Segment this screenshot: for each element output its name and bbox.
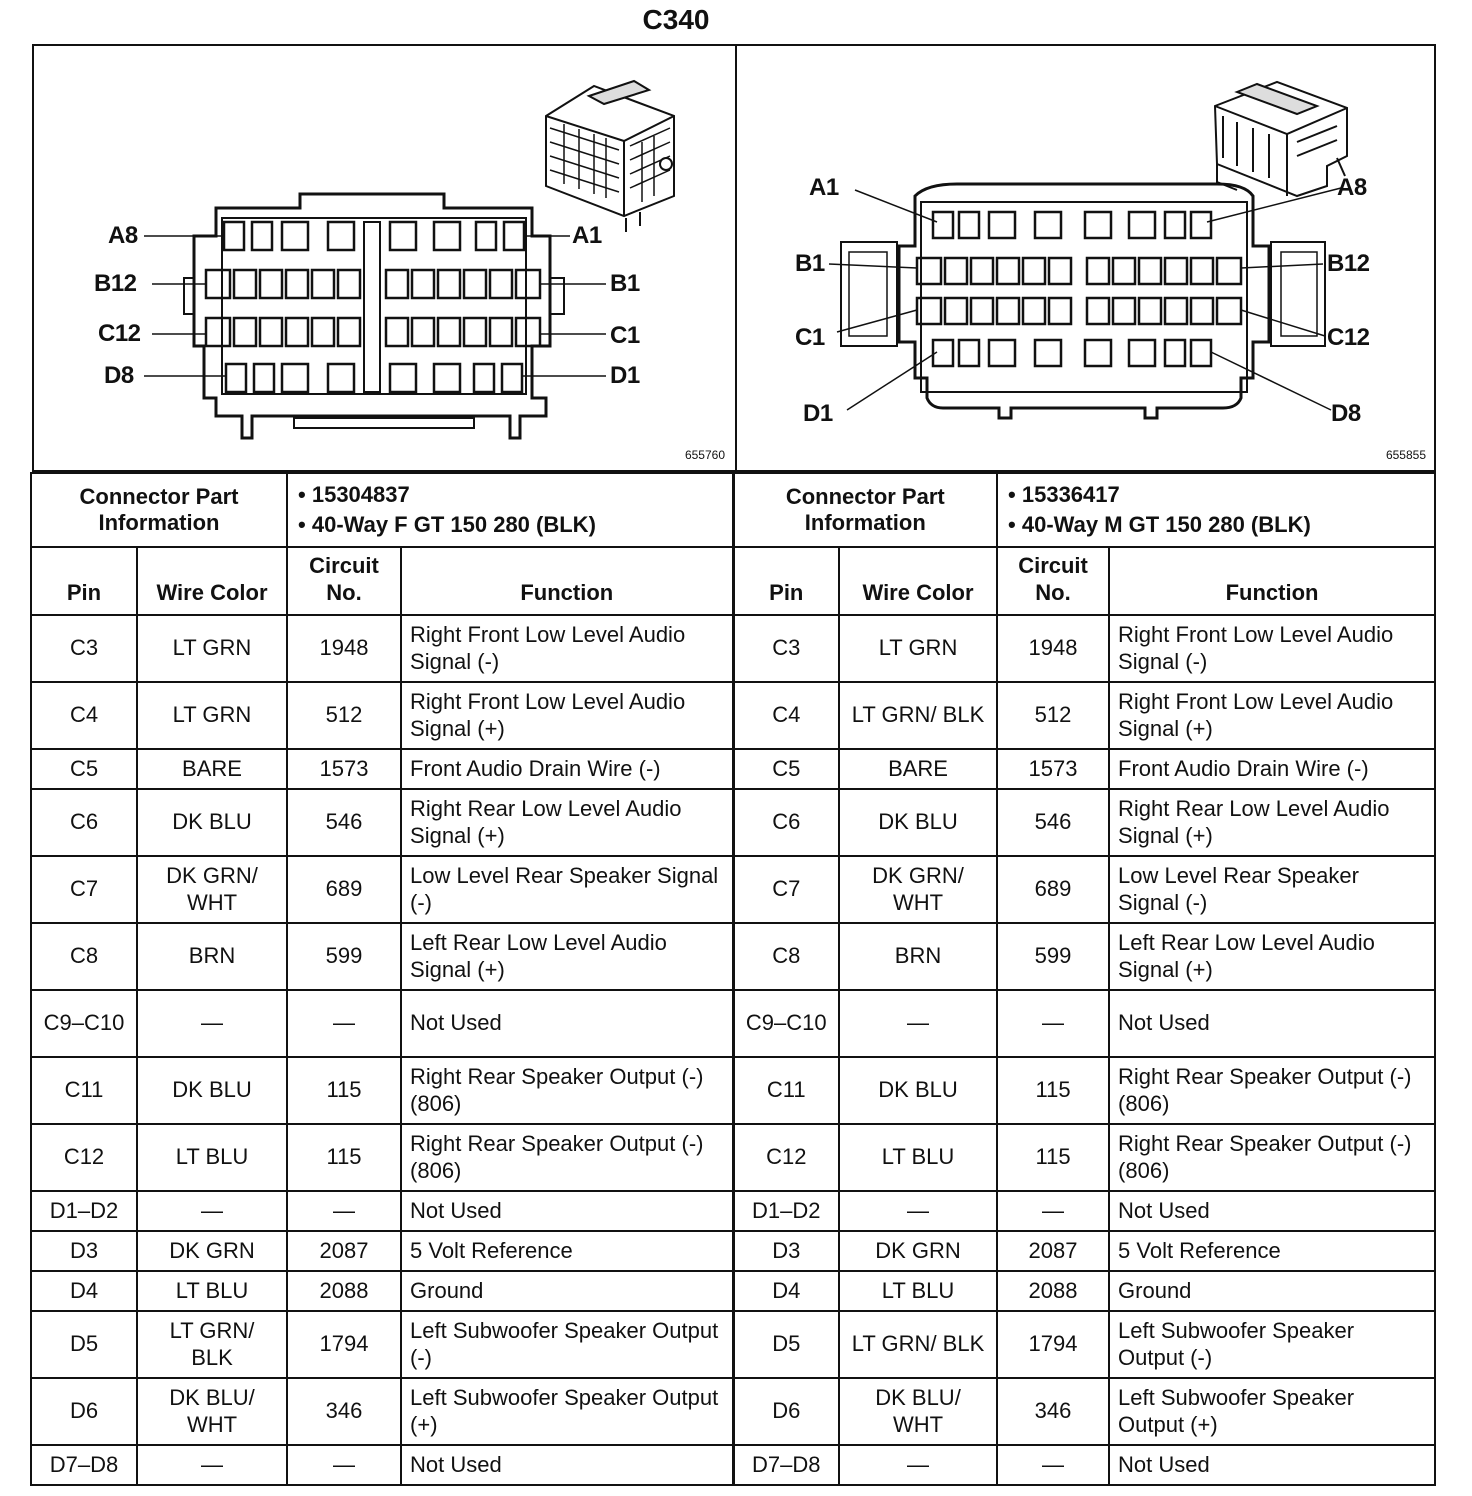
right-wire-color-cell: DK GRN/ WHT <box>839 856 997 923</box>
left-wire-color-cell: LT GRN <box>137 615 287 682</box>
pin-label-a-start: A1 <box>809 174 839 201</box>
left-wire-color-cell: — <box>137 990 287 1057</box>
left-circuit-cell: — <box>287 990 401 1057</box>
right-wire-color-cell: — <box>839 990 997 1057</box>
right-pin-cell: D3 <box>733 1231 839 1271</box>
left-wire-color-cell: LT GRN/ BLK <box>137 1311 287 1378</box>
left-pin-cell: C11 <box>31 1057 137 1124</box>
right-wire-color-cell: LT GRN/ BLK <box>839 1311 997 1378</box>
right-circuit-cell: 1948 <box>997 615 1109 682</box>
left-wire-color-cell: DK GRN/ WHT <box>137 856 287 923</box>
right-function-cell: Not Used <box>1109 1191 1435 1231</box>
right-wire-color-cell: DK BLU <box>839 1057 997 1124</box>
pin-label-c-end: C1 <box>610 322 640 349</box>
left-circuit-cell: 115 <box>287 1124 401 1191</box>
table-row <box>31 1271 1435 1311</box>
left-circuit-cell: — <box>287 1445 401 1485</box>
male-row-a <box>933 212 1211 238</box>
table-row <box>31 1057 1435 1124</box>
right-circuit-cell: 689 <box>997 856 1109 923</box>
header-pin: Pin <box>733 547 839 615</box>
part-info-row <box>31 473 1435 547</box>
right-function-cell: Ground <box>1109 1271 1435 1311</box>
right-function-cell: Not Used <box>1109 1445 1435 1485</box>
connector-diagrams <box>32 44 1436 472</box>
column-header-row <box>31 547 1435 615</box>
left-circuit-cell: 2087 <box>287 1231 401 1271</box>
connector-title: C340 <box>642 4 710 35</box>
pin-label-a-end: A8 <box>1337 174 1367 201</box>
left-pin-cell: D1–D2 <box>31 1191 137 1231</box>
male-row-b <box>917 258 1241 284</box>
pin-label-d-end: D8 <box>1331 400 1361 427</box>
right-wire-color-cell: LT GRN <box>839 615 997 682</box>
left-pin-cell: C8 <box>31 923 137 990</box>
pin-label-c-end: C12 <box>1327 324 1370 351</box>
table-row <box>31 1378 1435 1445</box>
right-pin-cell: D7–D8 <box>733 1445 839 1485</box>
right-function-cell: 5 Volt Reference <box>1109 1231 1435 1271</box>
right-circuit-cell: 2087 <box>997 1231 1109 1271</box>
left-function-cell: Left Subwoofer Speaker Output (+) <box>401 1378 733 1445</box>
header-circuit: Circuit No. <box>997 547 1109 615</box>
right-wire-color-cell: DK BLU/ WHT <box>839 1378 997 1445</box>
left-pin-cell: C4 <box>31 682 137 749</box>
left-circuit-cell: 1948 <box>287 615 401 682</box>
right-wire-color-cell: BRN <box>839 923 997 990</box>
left-function-cell: Right Front Low Level Audio Signal (+) <box>401 682 733 749</box>
male-connector-panel <box>737 46 1436 470</box>
left-function-cell: Left Subwoofer Speaker Output (-) <box>401 1311 733 1378</box>
right-circuit-cell: 599 <box>997 923 1109 990</box>
left-pin-cell: D6 <box>31 1378 137 1445</box>
right-pin-cell: C11 <box>733 1057 839 1124</box>
pin-label-b-start: B12 <box>94 270 137 297</box>
left-pin-cell: D4 <box>31 1271 137 1311</box>
left-pin-cell: D3 <box>31 1231 137 1271</box>
left-function-cell: Not Used <box>401 1191 733 1231</box>
left-circuit-cell: 2088 <box>287 1271 401 1311</box>
left-circuit-cell: 1794 <box>287 1311 401 1378</box>
right-function-cell: Left Subwoofer Speaker Output (-) <box>1109 1311 1435 1378</box>
right-wire-color-cell: — <box>839 1445 997 1485</box>
header-wire-color: Wire Color <box>839 547 997 615</box>
left-pin-cell: C5 <box>31 749 137 789</box>
right-pin-cell: C3 <box>733 615 839 682</box>
left-circuit-cell: 512 <box>287 682 401 749</box>
male-row-d <box>933 340 1211 366</box>
left-pin-cell: C3 <box>31 615 137 682</box>
female-connector-drawing <box>34 46 735 474</box>
header-circuit: Circuit No. <box>287 547 401 615</box>
left-circuit-cell: 346 <box>287 1378 401 1445</box>
right-wire-color-cell: DK BLU <box>839 789 997 856</box>
table-row <box>31 789 1435 856</box>
pin-label-d-end: D1 <box>610 362 640 389</box>
left-wire-color-cell: — <box>137 1445 287 1485</box>
pin-label-d-start: D8 <box>104 362 134 389</box>
left-wire-color-cell: DK GRN <box>137 1231 287 1271</box>
right-function-cell: Front Audio Drain Wire (-) <box>1109 749 1435 789</box>
table-row <box>31 682 1435 749</box>
pin-label-b-end: B12 <box>1327 250 1370 277</box>
left-wire-color-cell: LT GRN <box>137 682 287 749</box>
left-circuit-cell: 599 <box>287 923 401 990</box>
right-circuit-cell: 115 <box>997 1124 1109 1191</box>
right-pin-cell: C8 <box>733 923 839 990</box>
right-wire-color-cell: BARE <box>839 749 997 789</box>
part-description: • 40-Way M GT 150 280 (BLK) <box>1008 512 1311 537</box>
right-circuit-cell: 115 <box>997 1057 1109 1124</box>
left-wire-color-cell: DK BLU/ WHT <box>137 1378 287 1445</box>
pin-rows <box>31 615 1435 1485</box>
female-connector-panel <box>34 46 735 470</box>
right-function-cell: Not Used <box>1109 990 1435 1057</box>
right-pin-cell: C6 <box>733 789 839 856</box>
table-row <box>31 1191 1435 1231</box>
left-function-cell: Right Rear Speaker Output (-) (806) <box>401 1124 733 1191</box>
right-function-cell: Left Rear Low Level Audio Signal (+) <box>1109 923 1435 990</box>
right-wire-color-cell: LT GRN/ BLK <box>839 682 997 749</box>
left-wire-color-cell: DK BLU <box>137 1057 287 1124</box>
table-row <box>31 1231 1435 1271</box>
left-wire-color-cell: — <box>137 1191 287 1231</box>
right-pin-cell: C12 <box>733 1124 839 1191</box>
right-circuit-cell: — <box>997 1445 1109 1485</box>
figure-id: 655760 <box>684 448 725 462</box>
female-row-d <box>226 364 522 392</box>
header-wire-color: Wire Color <box>137 547 287 615</box>
right-pin-cell: C4 <box>733 682 839 749</box>
left-circuit-cell: 546 <box>287 789 401 856</box>
right-pin-cell: D1–D2 <box>733 1191 839 1231</box>
right-function-cell: Right Front Low Level Audio Signal (-) <box>1109 615 1435 682</box>
left-pin-cell: C6 <box>31 789 137 856</box>
left-function-cell: Right Rear Low Level Audio Signal (+) <box>401 789 733 856</box>
right-circuit-cell: 1573 <box>997 749 1109 789</box>
part-info-label: Connector Part Information <box>733 473 997 547</box>
figure-id: 655855 <box>1385 448 1426 462</box>
part-info-label: Connector Part Information <box>31 473 287 547</box>
table-row <box>31 923 1435 990</box>
table-row <box>31 990 1435 1057</box>
right-pin-cell: C9–C10 <box>733 990 839 1057</box>
right-function-cell: Right Rear Low Level Audio Signal (+) <box>1109 789 1435 856</box>
part-number: • 15336417 <box>1008 481 1120 507</box>
header-function: Function <box>401 547 733 615</box>
female-row-b <box>206 270 540 298</box>
right-pin-cell: D6 <box>733 1378 839 1445</box>
right-pin-cell: C5 <box>733 749 839 789</box>
female-row-a <box>224 222 524 250</box>
left-function-cell: Ground <box>401 1271 733 1311</box>
right-circuit-cell: — <box>997 1191 1109 1231</box>
left-pin-cell: C7 <box>31 856 137 923</box>
pin-label-d-start: D1 <box>803 400 833 427</box>
part-info-details <box>997 473 1435 547</box>
left-function-cell: 5 Volt Reference <box>401 1231 733 1271</box>
left-wire-color-cell: LT BLU <box>137 1124 287 1191</box>
right-circuit-cell: 1794 <box>997 1311 1109 1378</box>
right-circuit-cell: 512 <box>997 682 1109 749</box>
left-wire-color-cell: BRN <box>137 923 287 990</box>
table-row <box>31 615 1435 682</box>
left-wire-color-cell: LT BLU <box>137 1271 287 1311</box>
left-function-cell: Not Used <box>401 990 733 1057</box>
right-function-cell: Right Rear Speaker Output (-) (806) <box>1109 1057 1435 1124</box>
male-row-c <box>917 298 1241 324</box>
left-circuit-cell: 115 <box>287 1057 401 1124</box>
left-pin-cell: C9–C10 <box>31 990 137 1057</box>
right-function-cell: Right Rear Speaker Output (-) (806) <box>1109 1124 1435 1191</box>
table-row <box>31 1311 1435 1378</box>
right-circuit-cell: 546 <box>997 789 1109 856</box>
part-number: • 15304837 <box>298 481 410 507</box>
pinout-table <box>30 472 1436 1486</box>
right-pin-cell: C7 <box>733 856 839 923</box>
right-function-cell: Left Subwoofer Speaker Output (+) <box>1109 1378 1435 1445</box>
header-function: Function <box>1109 547 1435 615</box>
table-row <box>31 1124 1435 1191</box>
pin-label-c-start: C1 <box>795 324 825 351</box>
left-function-cell: Right Rear Speaker Output (-) (806) <box>401 1057 733 1124</box>
left-function-cell: Right Front Low Level Audio Signal (-) <box>401 615 733 682</box>
pin-label-a-start: A8 <box>108 222 138 249</box>
right-function-cell: Low Level Rear Speaker Signal (-) <box>1109 856 1435 923</box>
table-row <box>31 749 1435 789</box>
left-circuit-cell: 1573 <box>287 749 401 789</box>
pin-label-b-end: B1 <box>610 270 640 297</box>
female-leader-lines <box>144 236 606 376</box>
left-function-cell: Front Audio Drain Wire (-) <box>401 749 733 789</box>
part-description: • 40-Way F GT 150 280 (BLK) <box>298 512 596 537</box>
pin-label-b-start: B1 <box>795 250 825 277</box>
right-circuit-cell: — <box>997 990 1109 1057</box>
left-circuit-cell: — <box>287 1191 401 1231</box>
left-function-cell: Left Rear Low Level Audio Signal (+) <box>401 923 733 990</box>
pin-label-c-start: C12 <box>98 320 141 347</box>
left-pin-cell: D5 <box>31 1311 137 1378</box>
female-connector-iso-icon <box>546 81 674 232</box>
right-wire-color-cell: LT BLU <box>839 1124 997 1191</box>
right-wire-color-cell: DK GRN <box>839 1231 997 1271</box>
right-pin-cell: D4 <box>733 1271 839 1311</box>
left-pin-cell: D7–D8 <box>31 1445 137 1485</box>
right-wire-color-cell: — <box>839 1191 997 1231</box>
male-connector-iso-icon <box>1215 82 1347 196</box>
left-wire-color-cell: BARE <box>137 749 287 789</box>
header-pin: Pin <box>31 547 137 615</box>
left-circuit-cell: 689 <box>287 856 401 923</box>
left-function-cell: Low Level Rear Speaker Signal (-) <box>401 856 733 923</box>
table-row <box>31 856 1435 923</box>
female-row-c <box>206 318 540 346</box>
right-circuit-cell: 2088 <box>997 1271 1109 1311</box>
right-circuit-cell: 346 <box>997 1378 1109 1445</box>
left-pin-cell: C12 <box>31 1124 137 1191</box>
right-function-cell: Right Front Low Level Audio Signal (+) <box>1109 682 1435 749</box>
pin-label-a-end: A1 <box>572 222 602 249</box>
right-wire-color-cell: LT BLU <box>839 1271 997 1311</box>
part-info-details <box>287 473 733 547</box>
left-function-cell: Not Used <box>401 1445 733 1485</box>
left-wire-color-cell: DK BLU <box>137 789 287 856</box>
table-row <box>31 1445 1435 1485</box>
right-pin-cell: D5 <box>733 1311 839 1378</box>
